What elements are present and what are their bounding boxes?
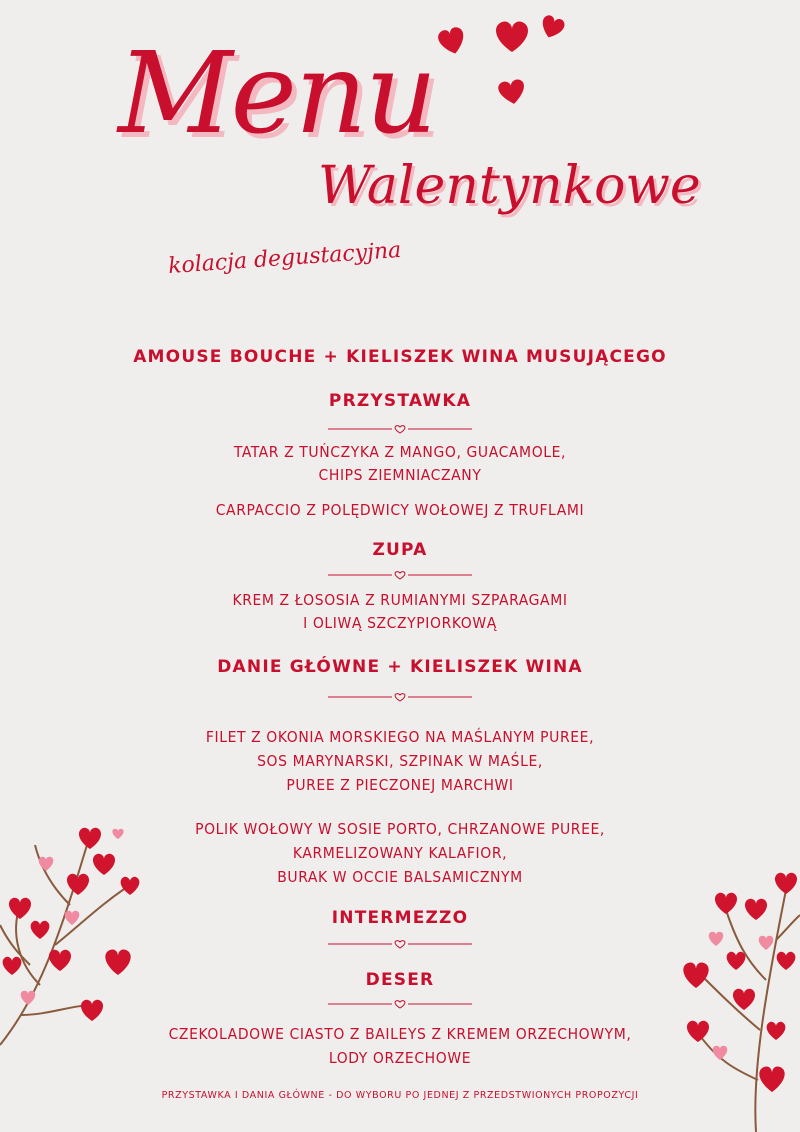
intermezzo-heading: INTERMEZZO [331,908,469,928]
footer-note: PRZYSTAWKA I DANIA GŁÓWNE - DO WYBORU PO JEDNEJ Z PRZEDSTWIONYCH PROPOZYCJI [161,1090,639,1101]
heart-icon [496,22,528,52]
heart-icon [759,936,774,950]
danie-dish1-line2: SOS MARYNARSKI, SZPINAK W MAŚLE, [257,752,543,770]
heart-icon [3,957,22,975]
divider-heart [328,937,472,951]
heart-icon [538,14,566,41]
danie-dish2-line2: KARMELIZOWANY KALAFIOR, [292,844,508,862]
heart-icon [105,949,130,975]
heart-icon [121,877,140,895]
menu-subtitle: kolacja degustacyjna [167,237,403,280]
heart-icon [733,989,755,1010]
zupa-heading: ZUPA [372,540,428,560]
heart-icon [395,694,405,701]
heart-icon [709,932,724,946]
heart-tree-left-decoration [0,815,160,1132]
heart-icon [687,1021,709,1042]
heart-icon [81,1000,103,1021]
danie-dish1-line1: FILET Z OKONIA MORSKIEGO NA MAŚLANYM PUREE, [205,728,595,746]
heart-icon [777,952,796,970]
deser-dish1-line1: CZEKOLADOWE CIASTO Z BAILEYS Z KREMEM ORZECHOWYM, [168,1025,632,1043]
divider-heart [328,422,472,436]
heart-icon [767,1022,786,1040]
heart-icon [31,921,50,939]
divider-heart [328,997,472,1011]
heart-tree-right-decoration [676,870,800,1132]
heart-icon [112,829,123,839]
heart-icon [713,1046,728,1060]
danie-heading: DANIE GŁÓWNE + KIELISZEK WINA [217,657,583,677]
heart-icon [715,893,737,914]
heart-icon [759,1066,784,1092]
heart-icon [9,898,31,919]
amuse-heading: AMOUSE BOUCHE + KIELISZEK WINA MUSUJĄCEGO [133,347,667,367]
heart-icon [727,952,746,970]
hearts-top-decoration [430,8,580,108]
menu-title: Menu [118,29,436,159]
heart-icon [395,941,405,948]
danie-dish2-line1: POLIK WOŁOWY W SOSIE PORTO, CHRZANOWE PUREE, [195,820,605,838]
heart-icon [395,426,405,433]
heart-icon [497,78,527,106]
przystawka-dish1-line2: CHIPS ZIEMNIACZANY [318,466,482,484]
deser-dish1-line2: LODY ORZECHOWE [328,1049,472,1067]
deser-heading: DESER [365,970,435,990]
przystawka-heading: PRZYSTAWKA [328,391,472,411]
divider-heart [328,690,472,704]
zupa-dish1-line2: I OLIWĄ SZCZYPIORKOWĄ [303,614,497,632]
menu-title-second: Walentynkowe [318,156,701,216]
heart-icon [395,1001,405,1008]
heart-icon [79,828,101,849]
zupa-dish1-line1: KREM Z ŁOSOSIA Z RUMIANYMI SZPARAGAMI [232,591,568,609]
danie-dish2-line3: BURAK W OCCIE BALSAMICZNYM [277,868,523,886]
heart-icon [65,911,80,925]
danie-dish1-line3: PUREE Z PIECZONEJ MARCHWI [286,776,514,794]
heart-icon [39,857,54,871]
heart-icon [21,991,36,1005]
heart-icon [395,572,405,579]
heart-icon [745,899,767,920]
divider-heart [328,568,472,582]
heart-icon [683,962,708,988]
heart-icon [93,854,115,875]
przystawka-dish2: CARPACCIO Z POLĘDWICY WOŁOWEJ Z TRUFLAMI [215,501,585,519]
heart-icon [437,26,468,57]
heart-icon [775,873,797,894]
przystawka-dish1-line1: TATAR Z TUŃCZYKA Z MANGO, GUACAMOLE, [233,443,567,461]
heart-icon [49,950,71,971]
